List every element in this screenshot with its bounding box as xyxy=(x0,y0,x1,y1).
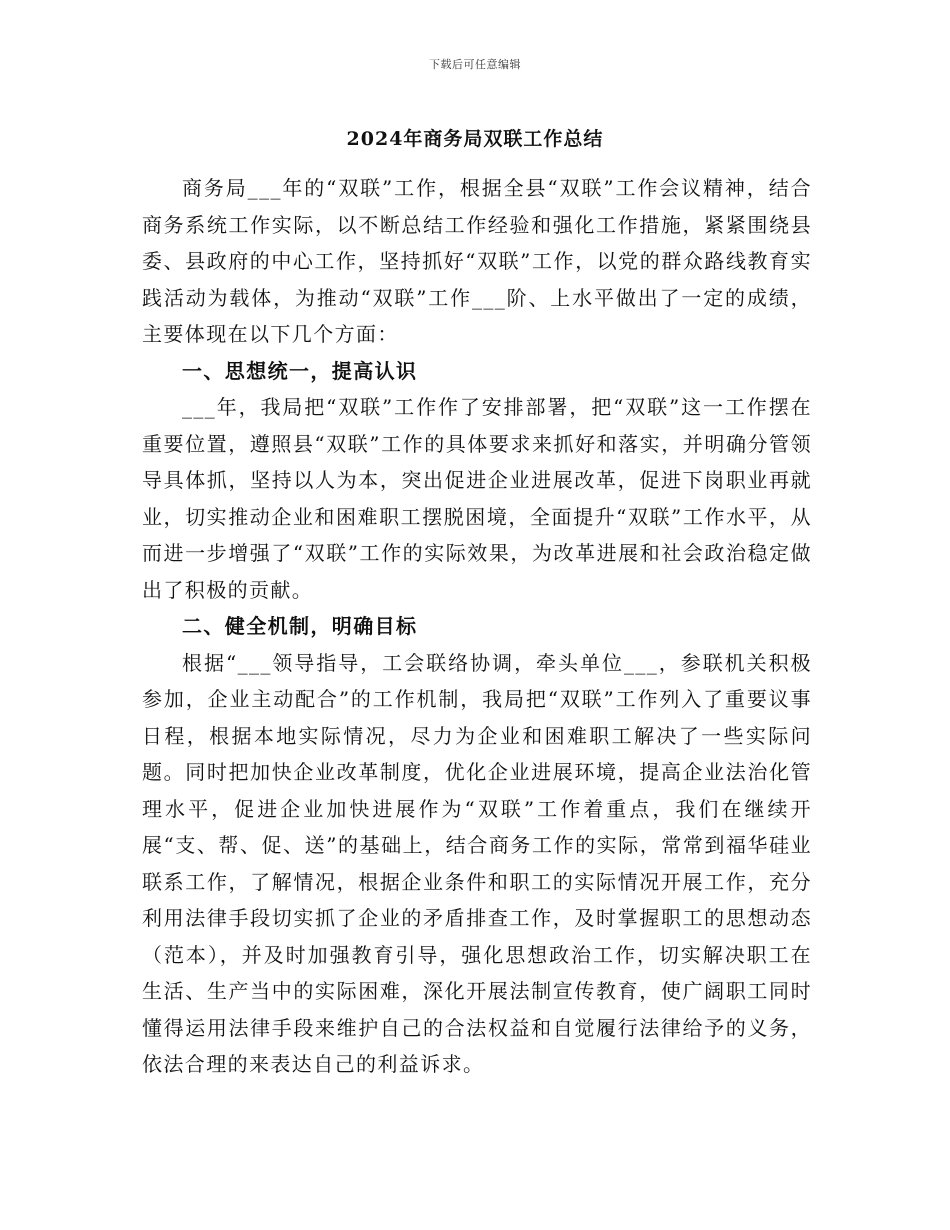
section-heading-2: 二、健全机制，明确目标 xyxy=(182,614,418,638)
section-1-paragraph: ___年，我局把“双联”工作作了安排部署，把“双联”这一工作摆在重要位置，遵照县“双联”工作的具体要求来抓好和落实，并明确分管领导具体抓，坚持以人为本，突出促进企业进展改革，促进下岗职业再就业，切实推动企业和困难职工摆脱困境，全面提升“双联”工作水平，从而进一步增强了“双联”工作的实际效果，为改革进展和社会政治稳定做出了积极的贡献。 xyxy=(142,395,812,602)
document-title: 2024年商务局双联工作总结 xyxy=(346,128,604,150)
header-note: 下载后可任意编辑 xyxy=(429,58,521,71)
intro-paragraph: 商务局___年的“双联”工作，根据全县“双联”工作会议精神，结合商务系统工作实际，以不断总结工作经验和强化工作措施，紧紧围绕县委、县政府的中心工作，坚持抓好“双联”工作，以党的群众路线教育实践活动为载体，为推动“双联”工作___阶、上水平做出了一定的成绩，主要体现在以下几个方面： xyxy=(142,176,812,346)
section-2-paragraph: 根据“___领导指导，工会联络协调，牵头单位___，参联机关积极参加，企业主动配合”的工作机制，我局把“双联”工作列入了重要议事日程，根据本地实际情况，尽力为企业和困难职工解决了一些实际问题。同时把加快企业改革制度，优化企业进展环境，提高企业法治化管理水平，促进企业加快进展作为“双联”工作着重点，我们在继续开展“支、帮、促、送”的基础上，结合商务工作的实际，常常到福华硅业联系工作，了解情况，根据企业条件和职工的实际情况开展工作，充分利用法律手段切实抓了企业的矛盾排查工作，及时掌握职工的思想动态（范本），并及时加强教育引导，强化思想政治工作，切实解决职工在生活、生产当中的实际困难，深化开展法制宣传教育，使广阔职工同时懂得运用法律手段来维护自己的合法权益和自觉履行法律给予的义务，依法合理的来表达自己的利益诉求。 xyxy=(142,650,812,1076)
section-heading-1: 一、思想统一，提高认识 xyxy=(182,358,418,383)
document-body xyxy=(142,170,812,1083)
